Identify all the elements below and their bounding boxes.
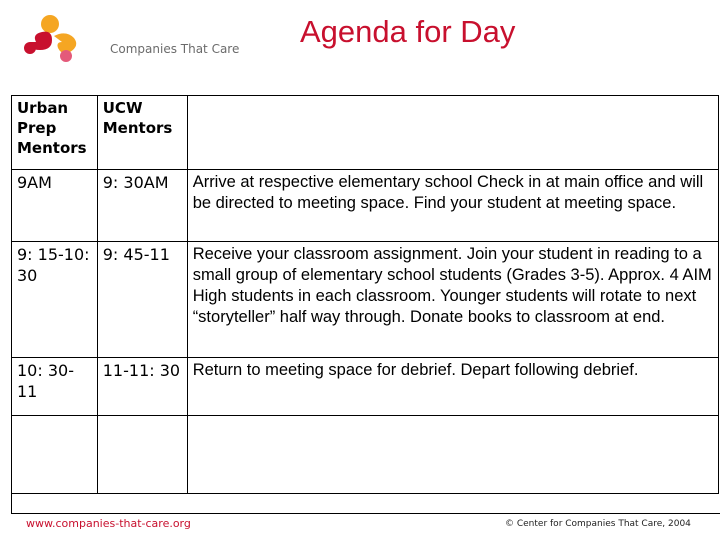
ucw-time: 11-11: 30 — [97, 358, 187, 416]
urban-prep-time: 9: 15-10: 30 — [12, 242, 98, 358]
page-title: Agenda for Day — [300, 14, 516, 49]
agenda-table — [11, 95, 719, 494]
logo-text: Companies That Care — [110, 42, 240, 56]
activity-description: Arrive at respective elementary school Check in at main office and will be directed to meeting space. Find your student at meeting space. — [187, 170, 718, 242]
table-row — [12, 416, 719, 494]
table-header-row — [12, 96, 719, 170]
companies-that-care-logo — [22, 12, 240, 64]
table-row — [12, 242, 719, 358]
activity-description: Return to meeting space for debrief. Depart following debrief. — [187, 358, 718, 416]
table-row — [12, 170, 719, 242]
header-description — [187, 96, 718, 170]
ucw-time — [97, 416, 187, 494]
activity-description: Receive your classroom assignment. Join your student in reading to a small group of elementary school students (Grades 3-5). Approx. 4 AIM High students in each classroom. Younger students will rotate to next “storyteller” half way through. Donate books to classroom at end. — [187, 242, 718, 358]
logo-mark-icon — [22, 12, 92, 64]
footer-copyright: © Center for Companies That Care, 2004 — [505, 519, 691, 529]
table-row — [12, 358, 719, 416]
urban-prep-time: 9AM — [12, 170, 98, 242]
header-ucw: UCW Mentors — [97, 96, 187, 170]
urban-prep-time — [12, 416, 98, 494]
ucw-time: 9: 30AM — [97, 170, 187, 242]
footer-url: www.companies-that-care.org — [26, 517, 191, 530]
header-urban-prep: Urban Prep Mentors — [12, 96, 98, 170]
activity-description — [187, 416, 718, 494]
ucw-time: 9: 45-11 — [97, 242, 187, 358]
urban-prep-time: 10: 30-11 — [12, 358, 98, 416]
